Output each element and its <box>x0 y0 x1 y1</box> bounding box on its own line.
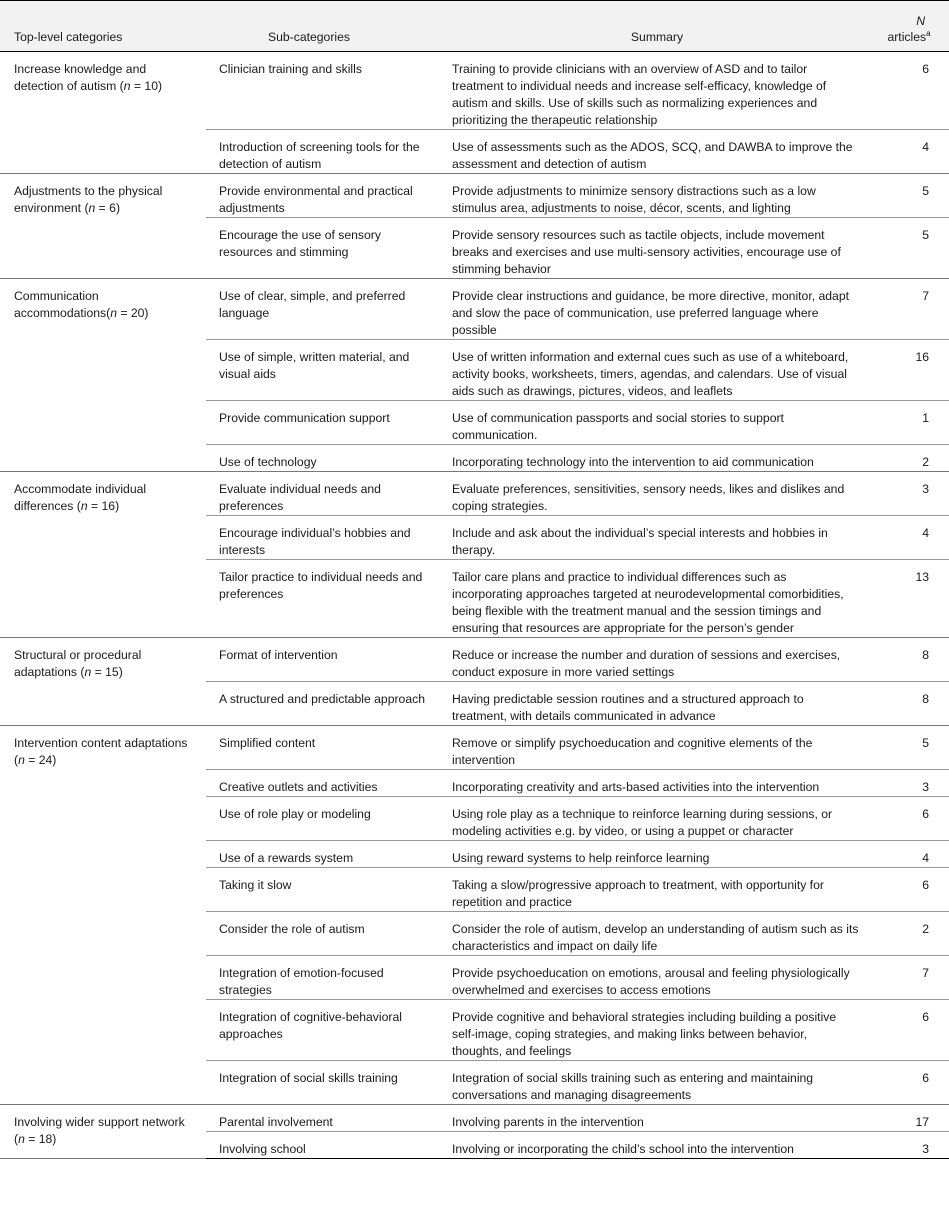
summary-cell: Incorporating creativity and arts-based activities into the intervention <box>439 770 869 797</box>
article-count-cell: 4 <box>869 130 949 174</box>
summary-cell: Using reward systems to help reinforce learning <box>439 841 869 868</box>
category-n: n <box>80 499 88 513</box>
article-count-cell: 8 <box>869 638 949 682</box>
summary-cell: Using role play as a technique to reinforce learning during sessions, or modeling activities e.g. by video, or using a puppet or character <box>439 797 869 841</box>
category-n: n <box>88 201 96 215</box>
sub-category-cell: Use of role play or modeling <box>206 797 439 841</box>
article-count-cell: 4 <box>869 516 949 560</box>
sub-category-cell: Parental involvement <box>206 1105 439 1132</box>
header-summary: Summary <box>439 1 869 52</box>
category-n: n <box>123 79 131 93</box>
article-count-cell: 2 <box>869 445 949 472</box>
category-count: = 16) <box>87 499 120 513</box>
summary-cell: Use of communication passports and social stories to support communication. <box>439 401 869 445</box>
article-count-cell: 6 <box>869 1000 949 1061</box>
summary-cell: Provide adjustments to minimize sensory distractions such as a low stimulus area, adjustments to noise, décor, scents, and lighting <box>439 174 869 218</box>
summary-cell: Use of written information and external cues such as use of a whiteboard, activity books, worksheets, timers, agendas, and calendars. Use of visual aids such as drawings, pictures, videos, and leaflets <box>439 340 869 401</box>
category-label: Structural or procedural adaptations ( <box>14 648 142 679</box>
sub-category-cell: Integration of emotion-focused strategies <box>206 956 439 1000</box>
sub-category-cell: Involving school <box>206 1132 439 1159</box>
category-label: Accommodate individual differences ( <box>14 482 147 513</box>
table-row <box>0 1105 949 1132</box>
category-n: n <box>18 753 25 767</box>
category-label: Communication accommodations( <box>14 289 111 320</box>
article-count-cell: 4 <box>869 841 949 868</box>
sub-category-cell: Simplified content <box>206 726 439 770</box>
sub-category-cell: Use of technology <box>206 445 439 472</box>
article-count-cell: 16 <box>869 340 949 401</box>
article-count-cell: 8 <box>869 682 949 726</box>
category-count: = 24) <box>24 753 57 767</box>
sub-category-cell: Integration of social skills training <box>206 1061 439 1105</box>
header-articles <box>887 30 930 44</box>
category-cell <box>0 472 206 638</box>
category-cell <box>0 638 206 726</box>
article-count-cell: 6 <box>869 797 949 841</box>
category-n: n <box>18 1132 25 1146</box>
summary-cell: Consider the role of autism, develop an understanding of autism such as its characteristics and impact on daily life <box>439 912 869 956</box>
table-row <box>0 726 949 770</box>
summary-cell: Include and ask about the individual’s special interests and hobbies in therapy. <box>439 516 869 560</box>
category-n: n <box>84 665 92 679</box>
summary-cell: Involving parents in the intervention <box>439 1105 869 1132</box>
category-cell <box>0 726 206 1105</box>
article-count-cell: 3 <box>869 770 949 797</box>
summary-cell: Reduce or increase the number and duration of sessions and exercises, conduct exposure in more varied settings <box>439 638 869 682</box>
summary-cell: Training to provide clinicians with an overview of ASD and to tailor treatment to individual needs and increase self-efficacy, knowledge of autism and skills. Use of skills such as normalizing experiences and prioritizing the therapeutic relationship <box>439 52 869 130</box>
category-cell <box>0 52 206 174</box>
article-count-cell: 13 <box>869 560 949 638</box>
header-sub-categories: Sub-categories <box>206 1 439 52</box>
article-count-cell: 1 <box>869 401 949 445</box>
summary-cell: Provide psychoeducation on emotions, arousal and feeling physiologically overwhelmed and exercises to access emotions <box>439 956 869 1000</box>
table-header-row <box>0 1 949 52</box>
header-n-articles <box>869 1 949 52</box>
sub-category-cell: Encourage the use of sensory resources and stimming <box>206 218 439 279</box>
article-count-cell: 6 <box>869 52 949 130</box>
summary-cell: Taking a slow/progressive approach to treatment, with opportunity for repetition and practice <box>439 868 869 912</box>
article-count-cell: 5 <box>869 726 949 770</box>
article-count-cell: 6 <box>869 868 949 912</box>
sub-category-cell: Use of clear, simple, and preferred language <box>206 279 439 340</box>
sub-category-cell: Consider the role of autism <box>206 912 439 956</box>
category-label: Increase knowledge and detection of autism ( <box>14 62 147 93</box>
category-label: Adjustments to the physical environment ( <box>14 184 163 215</box>
table-row <box>0 638 949 682</box>
sub-category-cell: Format of intervention <box>206 638 439 682</box>
sub-category-cell: Use of simple, written material, and visual aids <box>206 340 439 401</box>
article-count-cell: 5 <box>869 218 949 279</box>
sub-category-cell: A structured and predictable approach <box>206 682 439 726</box>
summary-cell: Incorporating technology into the intervention to aid communication <box>439 445 869 472</box>
summary-cell: Provide sensory resources such as tactile objects, include movement breaks and exercises and use multi-sensory activities, encourage use of stimming behavior <box>439 218 869 279</box>
article-count-cell: 17 <box>869 1105 949 1132</box>
article-count-cell: 3 <box>869 1132 949 1159</box>
article-count-cell: 6 <box>869 1061 949 1105</box>
article-count-cell: 7 <box>869 279 949 340</box>
summary-cell: Remove or simplify psychoeducation and cognitive elements of the intervention <box>439 726 869 770</box>
article-count-cell: 2 <box>869 912 949 956</box>
summary-cell: Evaluate preferences, sensitivities, sensory needs, likes and dislikes and coping strategies. <box>439 472 869 516</box>
category-cell <box>0 174 206 279</box>
category-count: = 15) <box>91 665 123 679</box>
header-articles-text: articles <box>887 30 927 44</box>
header-n-italic: N <box>916 14 925 28</box>
sub-category-cell: Integration of cognitive-behavioral approaches <box>206 1000 439 1061</box>
category-count: = 6) <box>95 201 121 215</box>
sub-category-cell: Tailor practice to individual needs and preferences <box>206 560 439 638</box>
table-body <box>0 52 949 1159</box>
summary-cell: Integration of social skills training such as entering and maintaining conversations and managing disagreements <box>439 1061 869 1105</box>
sub-category-cell: Evaluate individual needs and preferences <box>206 472 439 516</box>
article-count-cell: 5 <box>869 174 949 218</box>
category-count: = 18) <box>24 1132 57 1146</box>
category-n: n <box>110 306 117 320</box>
category-cell <box>0 279 206 472</box>
summary-cell: Tailor care plans and practice to individual differences such as incorporating approaches targeted at neurodevelopmental comorbidities, being flexible with the treatment manual and the session timings and ensuring that resources are appropriate for the person’s gender <box>439 560 869 638</box>
category-count: = 20) <box>116 306 149 320</box>
summary-cell: Use of assessments such as the ADOS, SCQ, and DAWBA to improve the assessment and detection of autism <box>439 130 869 174</box>
article-count-cell: 7 <box>869 956 949 1000</box>
summary-cell: Having predictable session routines and a structured approach to treatment, with details communicated in advance <box>439 682 869 726</box>
category-cell <box>0 1105 206 1159</box>
sub-category-cell: Provide environmental and practical adjustments <box>206 174 439 218</box>
category-label: Intervention content adaptations ( <box>14 736 188 767</box>
summary-cell: Provide clear instructions and guidance, be more directive, monitor, adapt and slow the pace of communication, use preferred language where possible <box>439 279 869 340</box>
table-row <box>0 52 949 130</box>
article-count-cell: 3 <box>869 472 949 516</box>
sub-category-cell: Creative outlets and activities <box>206 770 439 797</box>
sub-category-cell: Encourage individual’s hobbies and interests <box>206 516 439 560</box>
sub-category-cell: Introduction of screening tools for the detection of autism <box>206 130 439 174</box>
table-row <box>0 472 949 516</box>
sub-category-cell: Taking it slow <box>206 868 439 912</box>
table-row <box>0 174 949 218</box>
table-row <box>0 279 949 340</box>
summary-cell: Provide cognitive and behavioral strategies including building a positive self-image, coping strategies, and making links between behavior, thoughts, and feelings <box>439 1000 869 1061</box>
category-label: Involving wider support network ( <box>14 1115 185 1146</box>
sub-category-cell: Provide communication support <box>206 401 439 445</box>
sub-category-cell: Clinician training and skills <box>206 52 439 130</box>
header-top-level: Top-level categories <box>0 1 206 52</box>
header-footnote-mark: a <box>926 28 931 38</box>
summary-cell: Involving or incorporating the child’s school into the intervention <box>439 1132 869 1159</box>
sub-category-cell: Use of a rewards system <box>206 841 439 868</box>
category-count: = 10) <box>130 79 163 93</box>
